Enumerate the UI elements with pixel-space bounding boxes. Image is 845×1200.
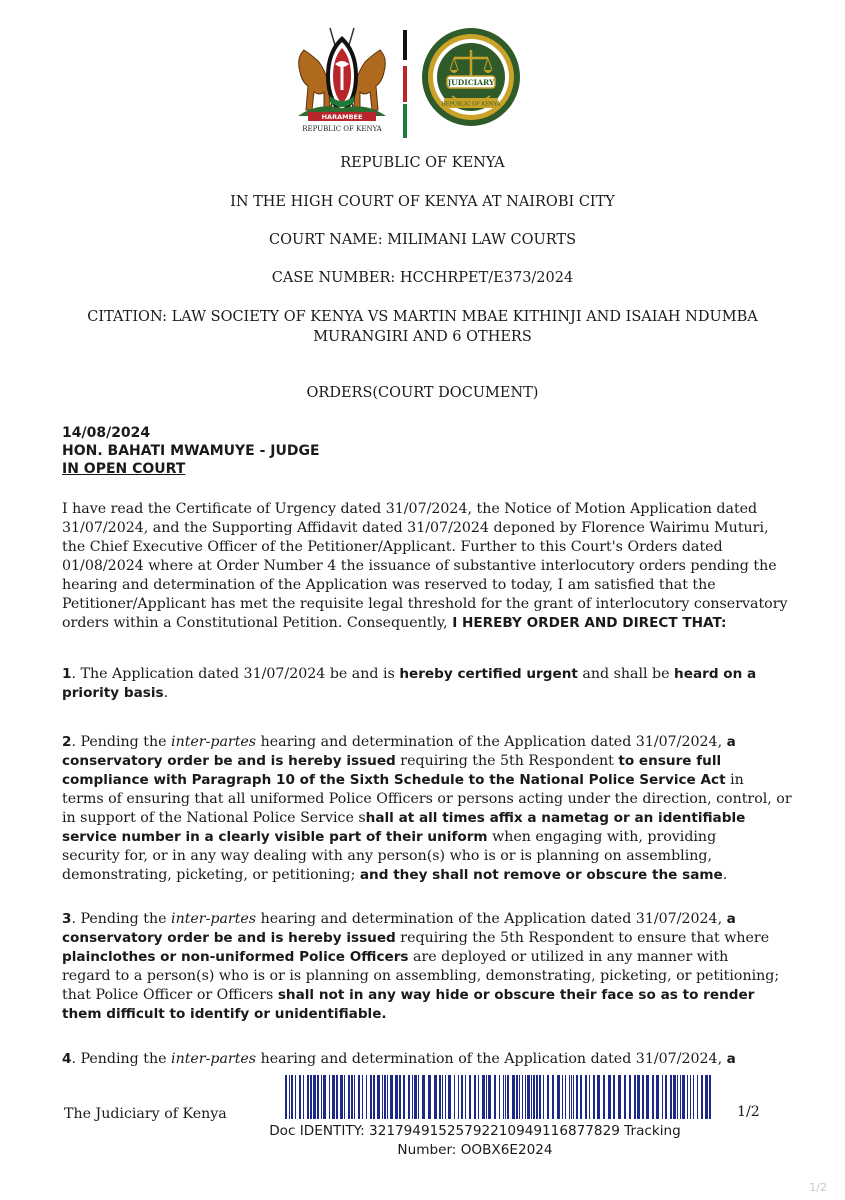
barcode-bar	[289, 1075, 290, 1119]
barcode-bar	[348, 1075, 350, 1119]
flag-divider	[403, 30, 407, 138]
barcode-bar	[448, 1075, 451, 1119]
order-meta	[62, 424, 320, 478]
intro-paragraph	[62, 500, 792, 633]
barcode-bar	[533, 1075, 535, 1119]
order-line	[62, 733, 792, 752]
heading-court: IN THE HIGH COURT OF KENYA AT NAIROBI CITY	[230, 194, 615, 210]
barcode-bar	[395, 1075, 398, 1119]
barcode-bar	[573, 1075, 574, 1119]
order-text: .	[163, 685, 169, 701]
barcode-bar	[662, 1075, 663, 1119]
order-line	[62, 1005, 792, 1024]
intro-line: hearing and determination of the Application was reserved to today, I am satisfied that the	[62, 577, 716, 593]
barcode-bar	[323, 1075, 326, 1119]
intro-line: Petitioner/Applicant has met the requisite legal threshold for the grant of interlocutory conservatory	[62, 596, 788, 612]
order-emphasis: and they shall not remove or obscure the same	[359, 867, 723, 883]
judge-name: HON. BAHATI MWAMUYE - JUDGE	[62, 443, 320, 459]
barcode-bar	[329, 1075, 330, 1119]
barcode-bar	[494, 1075, 496, 1119]
barcode-bar	[539, 1075, 541, 1119]
barcode-bar	[624, 1075, 626, 1119]
barcode-bar	[547, 1075, 549, 1119]
barcode-bar	[507, 1075, 509, 1119]
order-line	[62, 809, 792, 828]
barcode-bar	[428, 1075, 431, 1119]
barcode-bar	[613, 1075, 615, 1119]
barcode-bar	[488, 1075, 491, 1119]
order-text: requiring the 5th Respondent to ensure that where	[395, 930, 770, 946]
order-date: 14/08/2024	[62, 425, 151, 441]
barcode-bar	[366, 1075, 367, 1119]
barcode-bar	[340, 1075, 343, 1119]
barcode-bar	[387, 1075, 388, 1119]
order-text: hearing and determination of the Application dated 31/07/2024,	[256, 734, 727, 750]
barcode-bar	[336, 1075, 338, 1119]
order-line	[62, 752, 792, 771]
barcode-bar	[569, 1075, 570, 1119]
order-text: in	[725, 772, 744, 788]
order-emphasis: a	[726, 734, 736, 750]
footer-doc-identity	[235, 1122, 715, 1160]
order-4	[62, 1050, 792, 1069]
barcode-bar	[362, 1075, 363, 1119]
heading-case-number: CASE NUMBER: HCCHRPET/E373/2024	[271, 270, 574, 286]
barcode-bar	[313, 1075, 316, 1119]
barcode-bar	[677, 1075, 678, 1119]
barcode-bar	[478, 1075, 479, 1119]
barcode-bar	[642, 1075, 644, 1119]
order-text: .	[722, 867, 728, 883]
barcode-bar	[701, 1075, 703, 1119]
barcode-bar	[474, 1075, 476, 1119]
citation-line-2: MURANGIRI AND 6 OTHERS	[313, 329, 532, 345]
order-emphasis: to ensure full	[618, 753, 722, 769]
barcode-bar	[576, 1075, 578, 1119]
barcode-bar	[469, 1075, 471, 1119]
seal-bottom-text: REPUBLIC OF KENYA	[441, 101, 501, 108]
order-emphasis: plainclothes or non-uniformed Police Officers	[62, 949, 409, 965]
barcode-bar	[299, 1075, 301, 1119]
order-number: 2	[62, 734, 72, 750]
seal-top-text: JUDICIARY	[447, 78, 495, 87]
coat-motto: HARAMBEE	[321, 113, 363, 121]
barcode-bar	[317, 1075, 319, 1119]
barcode-bar	[499, 1075, 500, 1119]
order-emphasis: conservatory order be and is hereby issued	[62, 753, 396, 769]
order-emphasis: priority basis	[62, 685, 164, 701]
order-number: 3	[62, 911, 72, 927]
order-number: 4	[62, 1051, 72, 1067]
barcode-bar	[543, 1075, 544, 1119]
barcode-bar	[665, 1075, 667, 1119]
barcode-bar	[414, 1075, 417, 1119]
barcode-bar	[358, 1075, 360, 1119]
barcode-bar	[512, 1075, 515, 1119]
order-line	[62, 771, 792, 790]
intro-line: I have read the Certificate of Urgency dated 31/07/2024, the Notice of Motion Application dated	[62, 501, 758, 517]
barcode-bar	[439, 1075, 441, 1119]
barcode-bar	[571, 1075, 572, 1119]
order-emphasis: service number in a clearly visible part of their uniform	[62, 829, 488, 845]
barcode-bar	[580, 1075, 582, 1119]
barcode-bar	[682, 1075, 685, 1119]
barcode-bar	[634, 1075, 636, 1119]
intro-line: 01/08/2024 where at Order Number 4 the issuance of substantive interlocutory orders pending the	[62, 558, 777, 574]
order-line	[62, 665, 792, 684]
doc-identity-line: Doc IDENTITY: 32179491525792210949116877829 Tracking	[269, 1123, 681, 1139]
order-text: . Pending the	[71, 1051, 172, 1067]
barcode-bar	[646, 1075, 649, 1119]
barcode-bar	[690, 1075, 691, 1119]
order-emphasis: a	[726, 911, 736, 927]
order-text: . Pending the	[71, 734, 172, 750]
order-text: hearing and determination of the Application dated 31/07/2024,	[256, 911, 727, 927]
barcode-bar	[697, 1075, 698, 1119]
kenya-coat-of-arms	[290, 20, 394, 134]
barcode-bar	[597, 1075, 600, 1119]
barcode-bar	[403, 1075, 405, 1119]
order-text: . Pending the	[71, 911, 172, 927]
order-emphasis: conservatory order be and is hereby issued	[62, 930, 396, 946]
heading-court-name: COURT NAME: MILIMANI LAW COURTS	[269, 232, 576, 248]
document-type: ORDERS(COURT DOCUMENT)	[306, 385, 539, 401]
barcode-bar	[332, 1075, 335, 1119]
barcode-bar	[593, 1075, 595, 1119]
barcode-bar	[442, 1075, 443, 1119]
barcode-bar	[465, 1075, 466, 1119]
order-italic: inter-partes	[171, 1051, 257, 1067]
order-line	[62, 948, 792, 967]
barcode-bar	[637, 1075, 640, 1119]
header-logos	[0, 14, 845, 134]
order-line	[62, 866, 792, 885]
order-3	[62, 910, 792, 1024]
barcode-bar	[505, 1075, 506, 1119]
order-emphasis: shall not in any way hide or obscure their face so as to render	[277, 987, 755, 1003]
coat-caption: REPUBLIC OF KENYA	[302, 125, 382, 133]
barcode-bar	[307, 1075, 309, 1119]
order-text: requiring the 5th Respondent	[395, 753, 619, 769]
order-line: security for, or in any way dealing with any person(s) who is or is planning on assembling,	[62, 848, 712, 864]
barcode-bar	[603, 1075, 605, 1119]
intro-line: 31/07/2024, and the Supporting Affidavit dated 31/07/2024 deponed by Florence Wairimu Muturi,	[62, 520, 769, 536]
order-line	[62, 684, 792, 703]
barcode-bar	[377, 1075, 380, 1119]
order-line: regard to a person(s) who is or is planning on assembling, demonstrating, picketing, or petitioning;	[62, 968, 780, 984]
barcode-bar	[384, 1075, 386, 1119]
order-emphasis: hereby certified urgent	[399, 666, 578, 682]
barcode-bar	[589, 1075, 590, 1119]
order-line	[62, 828, 792, 847]
intro-line: the Chief Executive Officer of the Petitioner/Applicant. Further to this Court's Orders dated	[62, 539, 723, 555]
barcode-bar	[295, 1075, 296, 1119]
barcode-bar	[373, 1075, 375, 1119]
intro-line	[62, 614, 792, 633]
barcode-bar	[454, 1075, 455, 1119]
order-emphasis: them difficult to identify or unidentifiable.	[62, 1006, 387, 1022]
order-emphasis: heard on a	[674, 666, 757, 682]
barcode-bar	[434, 1075, 437, 1119]
barcode-bar	[608, 1075, 611, 1119]
barcode-bar	[390, 1075, 393, 1119]
order-line	[62, 986, 792, 1005]
barcode-bar	[525, 1075, 526, 1119]
order-1	[62, 665, 792, 703]
order-text: . The Application dated 31/07/2024 be and is	[71, 666, 400, 682]
barcode-bar	[486, 1075, 487, 1119]
footer-page-number: 1/2	[737, 1104, 760, 1120]
order-emphasis: hall at all times affix a nametag or an identifiable	[365, 810, 746, 826]
barcode-bar	[321, 1075, 322, 1119]
barcode-bar	[399, 1075, 401, 1119]
barcode-bar	[291, 1075, 293, 1119]
barcode-bar	[461, 1075, 463, 1119]
barcode-bar	[652, 1075, 654, 1119]
barcode-bar	[687, 1075, 688, 1119]
barcode-bar	[531, 1075, 532, 1119]
barcode-bar	[422, 1075, 425, 1119]
order-line	[62, 910, 792, 929]
tracking-number-line: Number: OOBX6E2024	[397, 1142, 553, 1158]
barcode-bar	[382, 1075, 383, 1119]
barcode-bar	[351, 1075, 353, 1119]
barcode-bar	[303, 1075, 304, 1119]
barcode-bar	[519, 1075, 520, 1119]
order-line	[62, 929, 792, 948]
barcode-bar	[562, 1075, 563, 1119]
order-italic: inter-partes	[171, 734, 257, 750]
barcode-bar	[344, 1075, 345, 1119]
barcode-bar	[673, 1075, 676, 1119]
barcode-bar	[370, 1075, 372, 1119]
intro-text: orders within a Constitutional Petition. Consequently,	[62, 615, 453, 631]
citation-line-1: CITATION: LAW SOCIETY OF KENYA VS MARTIN MBAE KITHINJI AND ISAIAH NDUMBA	[87, 309, 758, 325]
barcode-bar	[354, 1075, 355, 1119]
judiciary-seal	[420, 26, 522, 128]
barcode-bar	[709, 1075, 711, 1119]
barcode-bar	[656, 1075, 659, 1119]
order-emphasis: a	[726, 1051, 736, 1067]
order-text: when engaging with, providing	[487, 829, 717, 845]
barcode-bar	[458, 1075, 459, 1119]
order-text: in support of the National Police Service s	[62, 810, 366, 826]
barcode-bar	[536, 1075, 538, 1119]
barcode-bar	[705, 1075, 708, 1119]
heading-citation	[40, 307, 805, 347]
court-session: IN OPEN COURT	[62, 461, 186, 477]
order-text: and shall be	[577, 666, 675, 682]
barcode-bar	[503, 1075, 504, 1119]
order-text: demonstrating, picketing, or petitioning;	[62, 867, 360, 883]
footer-issuer: The Judiciary of Kenya	[64, 1106, 227, 1122]
barcode-bar	[680, 1075, 681, 1119]
barcode-bar	[629, 1075, 631, 1119]
order-italic: inter-partes	[171, 911, 257, 927]
barcode-bar	[482, 1075, 485, 1119]
barcode-bar	[516, 1075, 518, 1119]
order-line	[62, 1050, 792, 1069]
barcode-bar	[527, 1075, 530, 1119]
barcode-bar	[552, 1075, 554, 1119]
order-direction: I HEREBY ORDER AND DIRECT THAT:	[452, 615, 727, 631]
barcode-bar	[670, 1075, 672, 1119]
order-text: that Police Officer or Officers	[62, 987, 278, 1003]
order-text: hearing and determination of the Application dated 31/07/2024,	[256, 1051, 727, 1067]
barcode-bar	[310, 1075, 312, 1119]
barcode	[285, 1075, 715, 1119]
order-number: 1	[62, 666, 72, 682]
barcode-bar	[285, 1075, 287, 1119]
barcode-bar	[585, 1075, 587, 1119]
barcode-bar	[565, 1075, 566, 1119]
barcode-bar	[693, 1075, 694, 1119]
heading-republic: REPUBLIC OF KENYA	[340, 155, 505, 171]
barcode-bar	[412, 1075, 413, 1119]
barcode-bar	[618, 1075, 621, 1119]
barcode-bar	[445, 1075, 446, 1119]
barcode-bar	[408, 1075, 410, 1119]
barcode-bar	[557, 1075, 560, 1119]
order-emphasis: compliance with Paragraph 10 of the Sixth Schedule to the National Police Service Act	[62, 772, 726, 788]
order-text: are deployed or utilized in any manner with	[408, 949, 729, 965]
barcode-bar	[418, 1075, 419, 1119]
order-line: terms of ensuring that all uniformed Police Officers or persons acting under the direction, control, or	[62, 791, 792, 807]
viewer-page-indicator: 1/2	[809, 1181, 827, 1194]
order-2	[62, 733, 792, 885]
barcode-bar	[522, 1075, 523, 1119]
